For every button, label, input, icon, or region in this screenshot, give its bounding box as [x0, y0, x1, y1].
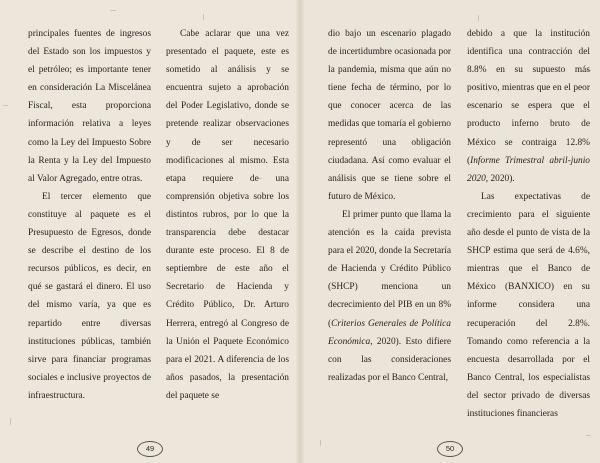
text-column-2	[166, 25, 289, 405]
paragraph-text: principales fuentes de ingresos del Estado son los impuestos y el petróleo; es importante tener en consideración La Miscelánea Fiscal, esta proporciona información relativa a leyes como la Ley del Impuesto Sobre la Renta y la Ley del Impuesto al Valor Agregado, entre otras.	[28, 29, 151, 184]
book-gutter	[296, 0, 304, 463]
paragraph	[28, 25, 151, 188]
paper-fleck	[478, 15, 479, 21]
paragraph	[467, 188, 590, 423]
page-number-left: 49	[137, 441, 163, 457]
paper-fleck	[110, 10, 116, 11]
text-column-4	[467, 25, 590, 423]
paragraph-text-cont: , 2020). Esto difiere con las consideraciones realizadas por el Banco Central,	[328, 336, 451, 383]
paragraph	[467, 25, 590, 188]
paragraph-text: El tercer elemento que constituye al paquete es el Presupuesto de Egresos, donde se describe el destino de los recursos públicos, es decir, en qué se gastará el dinero. El uso del mismo varía, ya que es repartido entre diversas instituciones públicas, también sirve para financiar programas sociales e inclusive proyectos de infraestructura.	[28, 191, 151, 401]
paragraph	[28, 188, 151, 405]
text-column-3	[328, 25, 451, 387]
citation-italic: Criterios Generales de Política Económica	[328, 318, 451, 347]
paper-fleck	[586, 435, 591, 436]
paragraph-text: dio bajo un escenario plagado de incertidumbre ocasionada por la pandemia, misma que aún no tiene fecha de término, por lo que conocer acerca de las medidas que tomaría el gobierno representó una obligación ciudadana. Así como evaluar el análisis que se tiene sobre el futuro de México.	[328, 29, 451, 202]
paper-fleck	[3, 105, 8, 106]
paper-fleck	[10, 418, 11, 425]
paragraph	[328, 25, 451, 206]
paragraph-text-cont: , 2020).	[485, 173, 515, 184]
paragraph-text: El primer punto que llama la atención es la caída prevista para el 2020, donde la Secretaría de Hacienda y Crédito Público (SHCP) menciona un decrecimiento del PIB en un 8% (	[328, 209, 451, 329]
page-number-right: 50	[437, 441, 463, 457]
paragraph-text: Las expectativas de crecimiento para el siguiente año desde el punto de vista de la SHCP estima que será de 4.6%, mientras que el Banco de México (BANXICO) en su informe considera una recuperación del 2.8%. Tomando como referencia a la encuesta desarrollada por el Banco Central, los especialistas del sector privado de diversas instituciones financieras	[467, 191, 590, 419]
text-column-1	[28, 25, 151, 405]
paragraph-text: Cabe aclarar que una vez presentado el paquete, este es sometido al análisis y se encuentra sujeto a aprobación del Poder Legislativo, donde se pretende realizar observaciones y de ser necesario modificaciones al mismo. Esta etapa requiere de una comprensión objetiva sobre los distintos rubros, por lo que la transparencia debe destacar durante este proceso. El 8 de septiembre de este año el Secretario de Hacienda y Crédito Público, Dr. Arturo Herrera, entregó al Congreso de la Unión el Paquete Económico para el 2021. A diferencia de los años pasados, la presentación del paquete se	[166, 29, 289, 401]
paragraph	[328, 206, 451, 387]
paper-fleck	[203, 14, 204, 20]
paragraph-text: debido a que la institución identifica una contracción del 8.8% en su supuesto más positivo, mientras que en el peor escenario se espera que el producto inferno bruto de México se contraiga 12.8% (	[467, 29, 590, 166]
citation-italic: Informe Trimestral abril-junio 2020	[467, 155, 590, 184]
paper-fleck	[320, 440, 321, 446]
paragraph	[166, 25, 289, 405]
